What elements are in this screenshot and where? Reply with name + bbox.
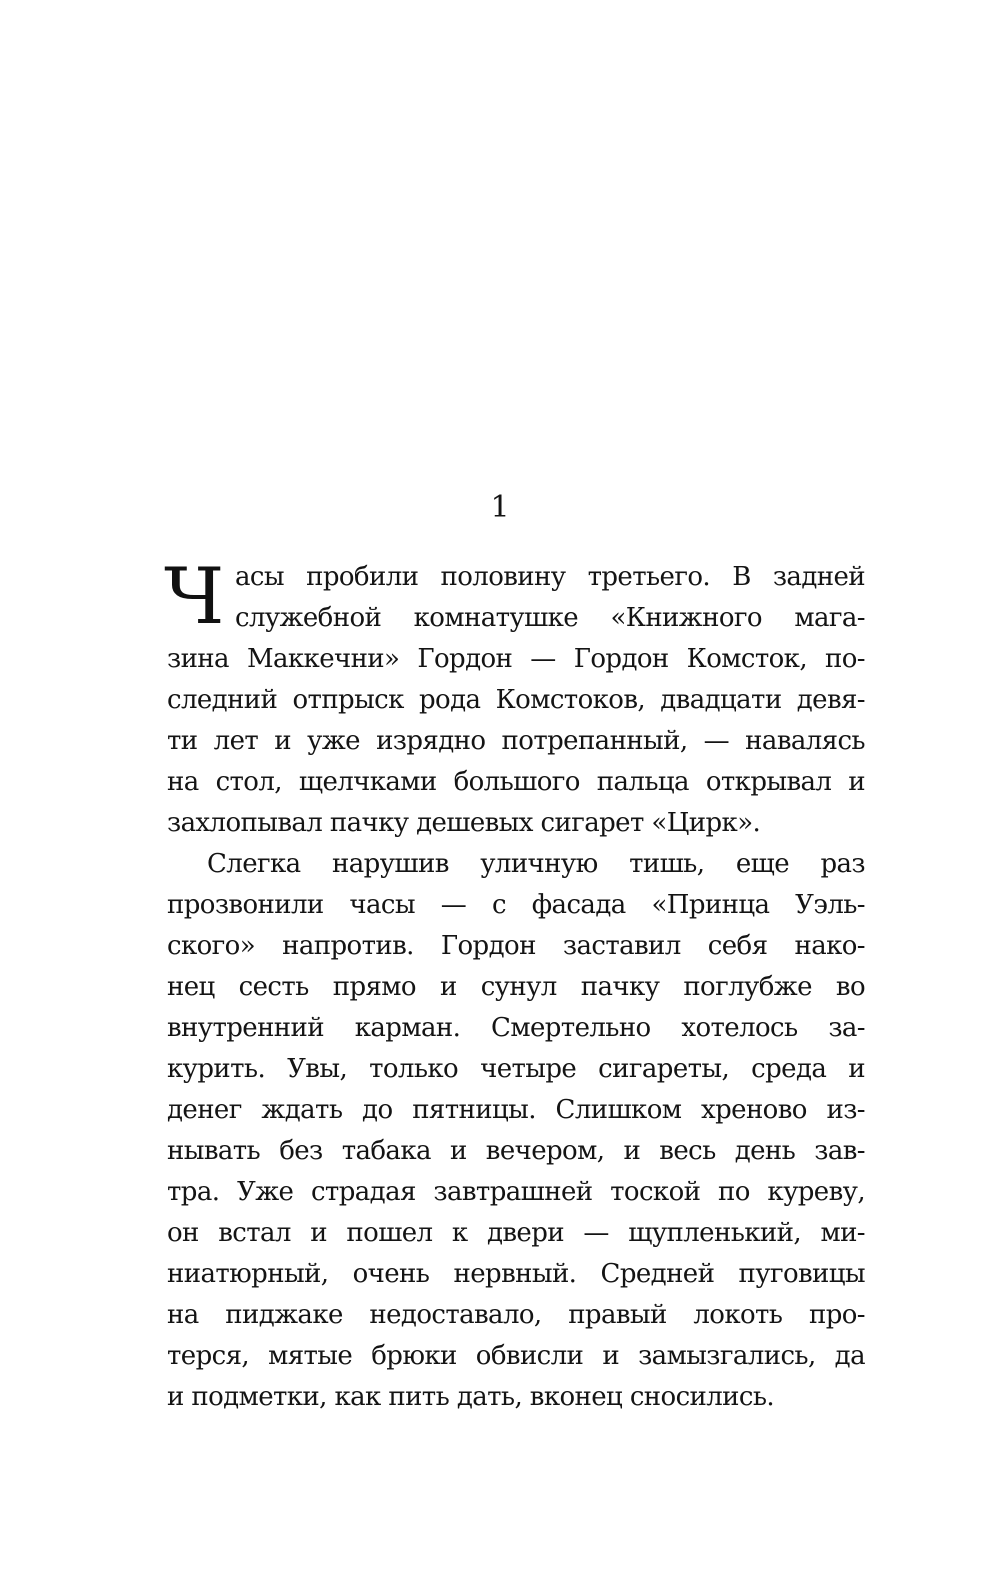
- text-line: внутренний карман. Смертельно хотелось за-: [167, 1013, 865, 1043]
- text-line: на пиджаке недоставало, правый локоть про-: [167, 1300, 865, 1330]
- text-line: следний отпрыск рода Комстоков, двадцати девя-: [167, 685, 865, 715]
- text-line: курить. Увы, только четыре сигареты, среда и: [167, 1054, 865, 1084]
- text-line: нывать без табака и вечером, и весь день зав-: [167, 1136, 865, 1166]
- text-line: зина Маккечни» Гордон — Гордон Комсток, по-: [167, 644, 865, 674]
- text-line: терся, мятые брюки обвисли и замызгались, да: [167, 1341, 865, 1371]
- text-line: ского» напротив. Гордон заставил себя нако-: [167, 931, 865, 961]
- text-line: денег ждать до пятницы. Слишком хреново из-: [167, 1095, 865, 1125]
- text-line: на стол, щелчками большого пальца открывал и: [167, 767, 865, 797]
- text-line: нец сесть прямо и сунул пачку поглубже во: [167, 972, 865, 1002]
- text-line: служебной комнатушке «Книжного мага-: [235, 603, 865, 633]
- text-line: захлопывал пачку дешевых сигарет «Цирк».: [167, 808, 761, 838]
- text-line: и подметки, как пить дать, вконец сносились.: [167, 1382, 775, 1412]
- text-line: ниатюрный, очень нервный. Средней пуговицы: [167, 1259, 865, 1289]
- text-line: тра. Уже страдая завтрашней тоской по куреву,: [167, 1177, 865, 1207]
- text-line: Слегка нарушив уличную тишь, еще раз: [207, 849, 865, 879]
- text-line: он встал и пошел к двери — щупленький, ми-: [167, 1218, 865, 1248]
- text-line: ти лет и уже изрядно потрепанный, — навалясь: [167, 726, 865, 756]
- text-line: прозвонили часы — с фасада «Принца Уэль-: [167, 890, 865, 920]
- text-line: асы пробили половину третьего. В задней: [235, 562, 865, 592]
- drop-cap: Ч: [164, 552, 225, 642]
- chapter-number: 1: [490, 490, 510, 525]
